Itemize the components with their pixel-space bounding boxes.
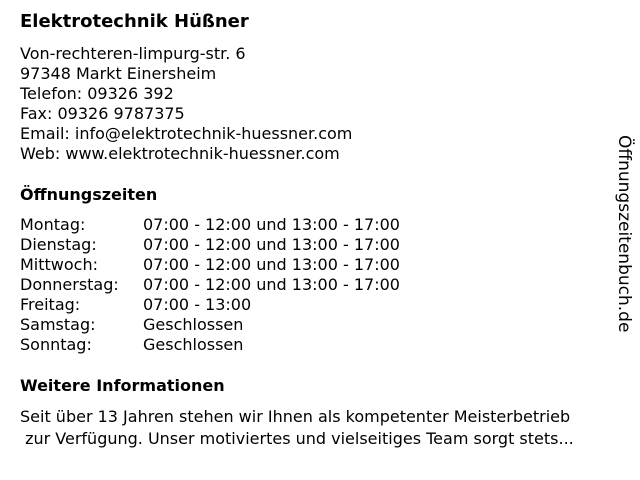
business-name: Elektrotechnik Hüßner (20, 11, 249, 32)
hours-value: 07:00 - 12:00 und 13:00 - 17:00 (143, 255, 400, 274)
business-card (20, 10, 620, 450)
opening-hours-table (20, 215, 620, 355)
hours-row-tuesday (20, 235, 620, 255)
hours-row-monday (20, 215, 620, 235)
email-line: Email: info@elektrotechnik-huessner.com (20, 124, 353, 143)
contact-details (20, 44, 620, 164)
hours-row-wednesday (20, 255, 620, 275)
more-info-text (20, 406, 620, 450)
web-line: Web: www.elektrotechnik-huessner.com (20, 144, 340, 163)
hours-row-thursday (20, 275, 620, 295)
day-label: Mittwoch: (20, 255, 98, 274)
day-label: Montag: (20, 215, 86, 234)
site-watermark-text: Öffnungszeitenbuch.de (614, 135, 634, 333)
hours-value: Geschlossen (143, 335, 244, 354)
info-line: Seit über 13 Jahren stehen wir Ihnen als kompetenter Meisterbetrieb (20, 407, 571, 426)
hours-value: 07:00 - 12:00 und 13:00 - 17:00 (143, 275, 400, 294)
day-label: Freitag: (20, 295, 81, 314)
day-label: Donnerstag: (20, 275, 119, 294)
day-label: Dienstag: (20, 235, 97, 254)
opening-hours-heading: Öffnungszeiten (20, 185, 158, 204)
postal-city: 97348 Markt Einersheim (20, 64, 217, 83)
hours-row-sunday (20, 335, 620, 355)
street-address: Von-rechteren-limpurg-str. 6 (20, 44, 246, 63)
phone-line: Telefon: 09326 392 (20, 84, 174, 103)
hours-row-saturday (20, 315, 620, 335)
day-label: Samstag: (20, 315, 96, 334)
day-label: Sonntag: (20, 335, 92, 354)
more-info-heading: Weitere Informationen (20, 376, 225, 395)
site-watermark (612, 134, 636, 334)
hours-value: 07:00 - 12:00 und 13:00 - 17:00 (143, 215, 400, 234)
hours-row-friday (20, 295, 620, 315)
info-line: zur Verfügung. Unser motiviertes und vielseitiges Team sorgt stets... (20, 429, 574, 448)
fax-line: Fax: 09326 9787375 (20, 104, 185, 123)
hours-value: Geschlossen (143, 315, 244, 334)
hours-value: 07:00 - 13:00 (143, 295, 252, 314)
hours-value: 07:00 - 12:00 und 13:00 - 17:00 (143, 235, 400, 254)
